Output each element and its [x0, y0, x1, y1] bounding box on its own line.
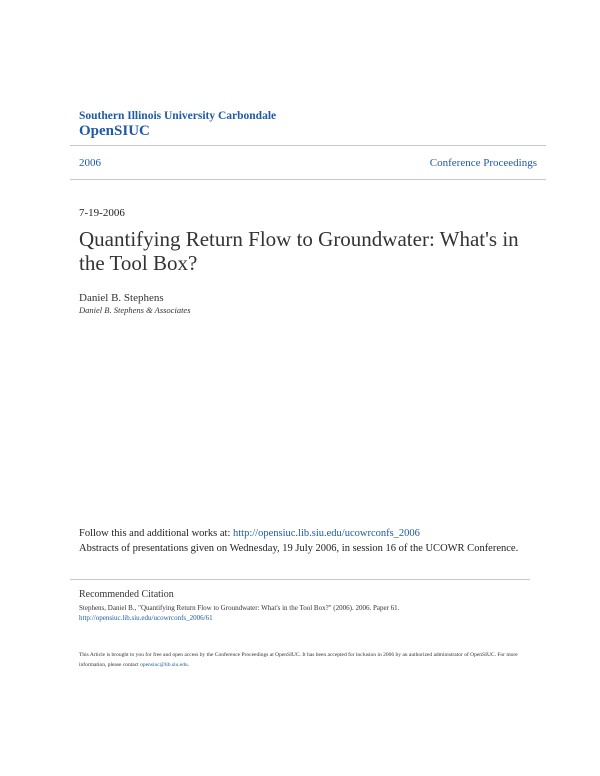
notice-suffix: .	[187, 662, 190, 668]
repository-name[interactable]: OpenSIUC	[79, 123, 150, 139]
citation-text: Stephens, Daniel B., "Quantifying Return Flow to Groundwater: What's in the Tool Box?" (2006). 2006. Paper 61.	[79, 604, 400, 612]
year-link[interactable]: 2006	[79, 157, 101, 169]
citation-divider	[70, 579, 530, 580]
author-name: Daniel B. Stephens	[79, 292, 164, 304]
collection-url-link[interactable]: http://opensiuc.lib.siu.edu/ucowrconfs_2006	[233, 528, 420, 539]
citation-url-link[interactable]: http://opensiuc.lib.siu.edu/ucowrconfs_2006/61	[79, 614, 213, 622]
collection-link[interactable]: Conference Proceedings	[429, 157, 537, 169]
publication-date: 7-19-2006	[79, 207, 125, 219]
follow-line	[79, 528, 420, 539]
header-divider	[70, 145, 546, 146]
abstract-text: Abstracts of presentations given on Wednesday, 19 July 2006, in session 16 of the UCOWR Conference.	[79, 543, 519, 554]
article-title: Quantifying Return Flow to Groundwater: What's in the Tool Box?	[79, 227, 519, 275]
access-notice	[79, 650, 524, 670]
follow-prefix: Follow this and additional works at:	[79, 528, 233, 539]
recommended-citation-heading: Recommended Citation	[79, 589, 174, 600]
author-affiliation: Daniel B. Stephens & Associates	[79, 305, 191, 315]
nav-divider	[70, 179, 546, 180]
university-name: Southern Illinois University Carbondale	[79, 110, 277, 122]
notice-text: This Article is brought to you for free and open access by the Conference Proceedings at OpenSIUC. It has been accepted for inclusion in 2006 by an authorized administrator of OpenSIUC. For more information, please contact	[79, 652, 518, 668]
contact-email-link[interactable]: opensiuc@lib.siu.edu	[140, 662, 188, 668]
